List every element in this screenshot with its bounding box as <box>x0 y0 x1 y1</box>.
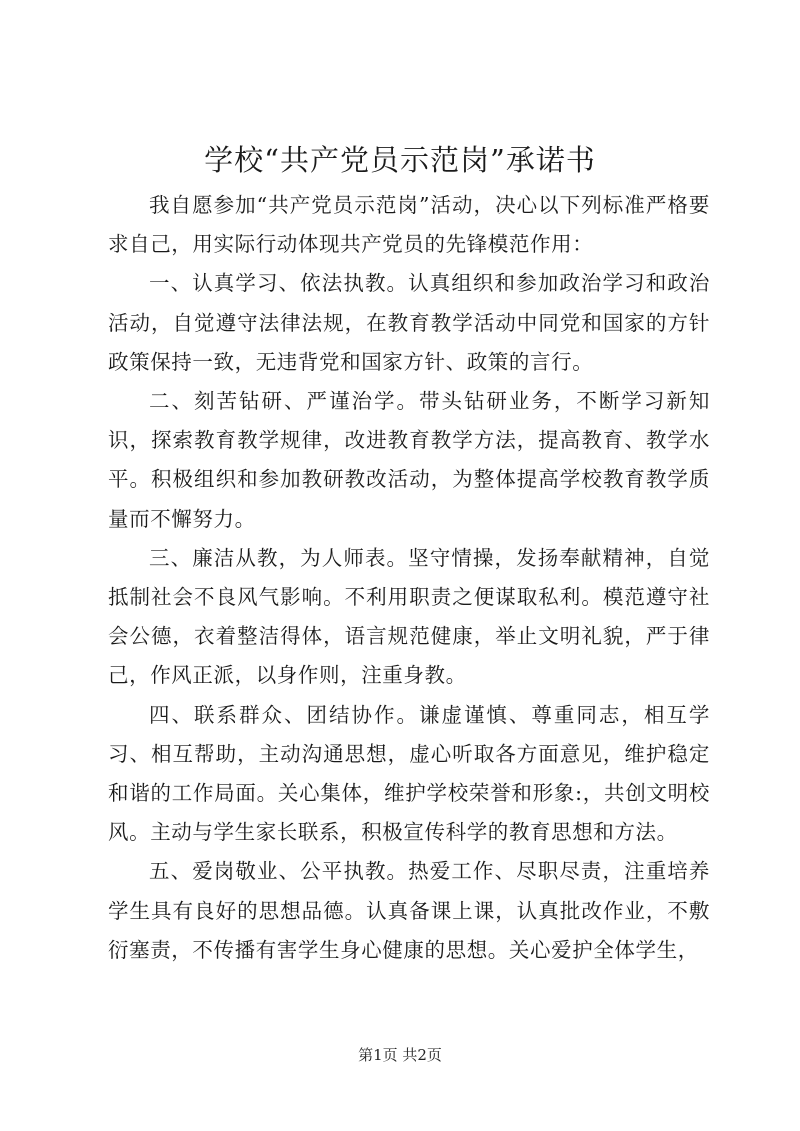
paragraph-item-4: 四、联系群众、团结协作。谦虚谨慎、尊重同志，相互学习、相互帮助，主动沟通思想，虚心听取各方面意见，维护稳定和谐的工作局面。关心集体，维护学校荣誉和形象:，共创文明校风。主动与学生家长联系，积极宣传科学的教育思想和方法。 <box>108 702 710 845</box>
paragraph-item-1: 一、认真学习、依法执教。认真组织和参加政治学习和政治活动，自觉遵守法律法规，在教育教学活动中同党和国家的方针政策保持一致，无违背党和国家方针、政策的言行。 <box>108 271 710 374</box>
page-number-footer: 第1页 共2页 <box>358 1046 442 1064</box>
document-body <box>108 186 710 970</box>
paragraph-item-5: 五、爱岗敬业、公平执教。热爱工作、尽职尽责，注重培养学生具有良好的思想品德。认真备课上课，认真批改作业，不敷衍塞责，不传播有害学生身心健康的思想。关心爱护全体学生， <box>108 859 710 962</box>
paragraph-item-2: 二、刻苦钻研、严谨治学。带头钻研业务，不断学习新知识，探索教育教学规律，改进教育教学方法，提高教育、教学水平。积极组织和参加教研教改活动，为整体提高学校教育教学质量而不懈努力。 <box>108 389 710 531</box>
document-title: 学校“共产党员示范岗”承诺书 <box>204 143 596 177</box>
paragraph-item-3: 三、廉洁从教，为人师表。坚守情操，发扬奉献精神，自觉抵制社会不良风气影响。不利用职责之便谋取私利。模范遵守社会公德，衣着整洁得体，语言规范健康，举止文明礼貌，严于律己，作风正派，以身作则，注重身教。 <box>108 545 710 688</box>
paragraph-intro: 我自愿参加“共产党员示范岗”活动，决心以下列标准严格要求自己，用实际行动体现共产党员的先锋模范作用： <box>108 193 710 257</box>
